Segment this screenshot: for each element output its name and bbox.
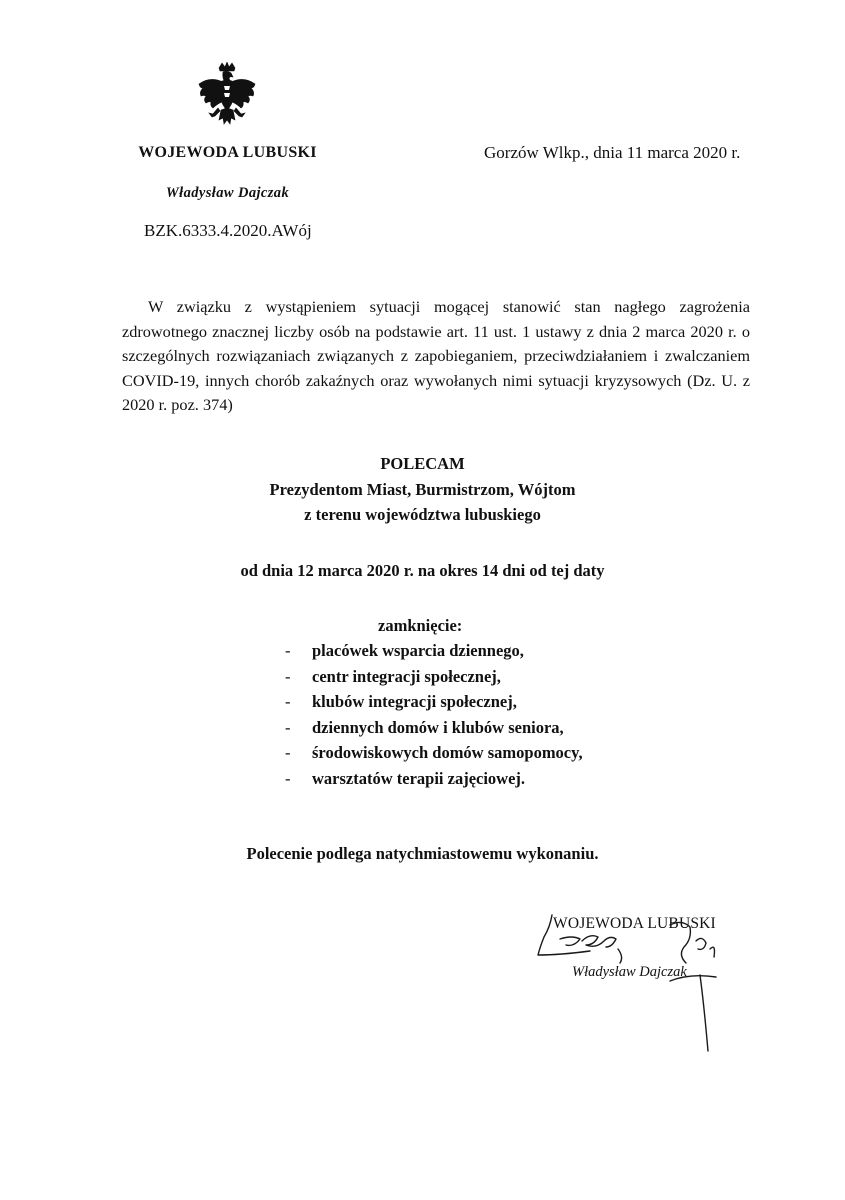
period-statement: od dnia 12 marca 2020 r. na okres 14 dni od tej daty [240, 561, 605, 580]
signature-name: Władysław Dajczak [572, 964, 687, 980]
final-statement: Polecenie podlega natychmiastowemu wykonaniu. [246, 844, 599, 863]
list-marker: - [285, 666, 291, 686]
official-name: Władysław Dajczak [165, 185, 290, 201]
list-item [285, 664, 583, 690]
list-marker: - [285, 768, 291, 788]
place-date: Gorzów Wlkp., dnia 11 marca 2020 r. [484, 143, 741, 162]
list-item-text: placówek wsparcia dziennego, [312, 641, 524, 660]
list-item-text: środowiskowych domów samopomocy, [312, 743, 583, 762]
list-item-text: centr integracji społecznej, [312, 666, 501, 686]
list-item [285, 766, 583, 792]
list-item-text: warsztatów terapii zajęciowej. [312, 768, 526, 788]
order-heading: POLECAM [380, 454, 465, 473]
list-item [285, 689, 583, 715]
list-item-text: dziennych domów i klubów seniora, [312, 717, 564, 737]
eagle-emblem-icon [196, 62, 258, 136]
recipients-line-2: z terenu województwa lubuskiego [304, 505, 541, 524]
reference-number: BZK.6333.4.2020.AWój [144, 221, 312, 240]
list-marker: - [285, 692, 291, 711]
list-marker: - [285, 641, 291, 660]
list-item [285, 715, 583, 741]
closure-title: zamknięcie: [378, 616, 463, 635]
list-item [285, 638, 583, 664]
list-marker: - [285, 717, 291, 737]
intro-paragraph: W związku z wystąpieniem sytuacji mogącej stanowić stan nagłego zagrożenia zdrowotnego znacznej liczby osób na podstawie art. 11 ust. 1 ustawy z dnia 2 marca 2020 r. o szczególnych rozwiązaniach związanych z zapobieganiem, przeciwdziałaniem i zwalczaniem COVID-19, innych chorób zakaźnych oraz wywołanych nimi sytuacji kryzysowych (Dz. U. z 2020 r. poz. 374) [122, 297, 750, 414]
list-marker: - [285, 743, 291, 762]
recipients-line-1: Prezydentom Miast, Burmistrzom, Wójtom [269, 480, 576, 499]
office-title: WOJEWODA LUBUSKI [138, 144, 317, 161]
handwritten-signature-icon [520, 905, 740, 1055]
list-item-text: klubów integracji społecznej, [312, 692, 517, 711]
list-item [285, 740, 583, 766]
closure-list [285, 638, 583, 791]
signature-office: WOJEWODA LUBUSKI [553, 915, 716, 932]
